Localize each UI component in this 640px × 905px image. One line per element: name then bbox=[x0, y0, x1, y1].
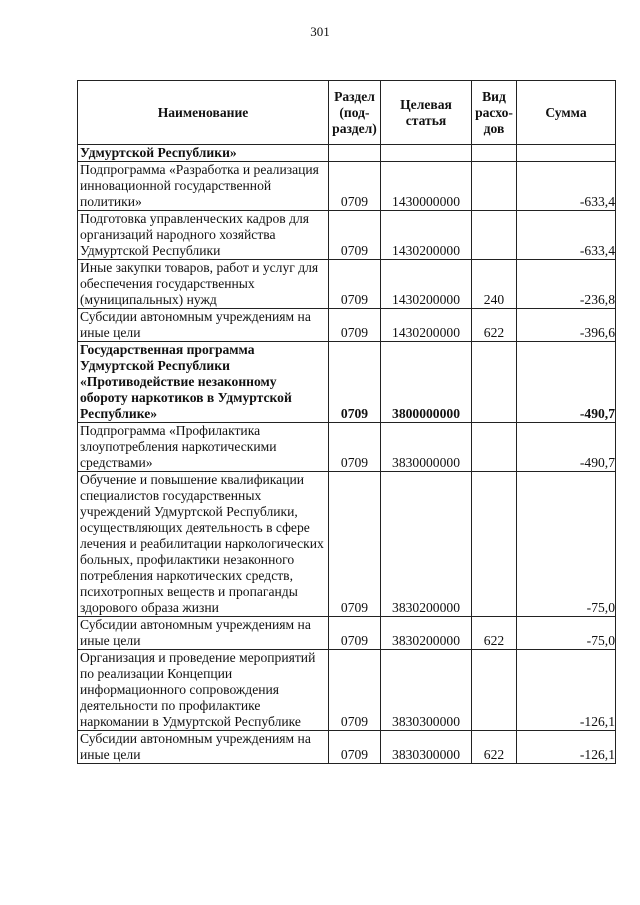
row-type bbox=[472, 162, 517, 211]
row-target: 3830300000 bbox=[381, 650, 472, 731]
row-type bbox=[472, 423, 517, 472]
row-name: Иные закупки товаров, работ и услуг для обеспечения государственных (муниципальных) нужд bbox=[78, 260, 329, 309]
header-section: Раздел (под-раздел) bbox=[329, 81, 381, 145]
page-number: 301 bbox=[310, 24, 330, 39]
row-sum: -490,7 bbox=[517, 423, 616, 472]
row-section: 0709 bbox=[329, 731, 381, 764]
row-name: Организация и проведение мероприятий по реализации Концепции информационного сопровождения деятельности по профилактике наркомании в Удмуртской Республике bbox=[78, 650, 329, 731]
row-section: 0709 bbox=[329, 309, 381, 342]
header-sum: Сумма bbox=[517, 81, 616, 145]
row-sum: -396,6 bbox=[517, 309, 616, 342]
row-target: 1430200000 bbox=[381, 260, 472, 309]
row-sum bbox=[517, 145, 616, 162]
row-type bbox=[472, 650, 517, 731]
row-type: 622 bbox=[472, 731, 517, 764]
table-row bbox=[78, 423, 616, 472]
row-target bbox=[381, 145, 472, 162]
row-type bbox=[472, 342, 517, 423]
row-target: 3830300000 bbox=[381, 731, 472, 764]
row-section: 0709 bbox=[329, 617, 381, 650]
table-row bbox=[78, 472, 616, 617]
row-section: 0709 bbox=[329, 260, 381, 309]
row-name: Субсидии автономным учреждениям на иные цели bbox=[78, 617, 329, 650]
table-row bbox=[78, 260, 616, 309]
row-sum: -126,1 bbox=[517, 731, 616, 764]
row-target: 3800000000 bbox=[381, 342, 472, 423]
row-type bbox=[472, 472, 517, 617]
row-type bbox=[472, 145, 517, 162]
row-section: 0709 bbox=[329, 342, 381, 423]
row-type: 622 bbox=[472, 617, 517, 650]
table-row bbox=[78, 309, 616, 342]
row-sum: -236,8 bbox=[517, 260, 616, 309]
row-type bbox=[472, 211, 517, 260]
table-row bbox=[78, 211, 616, 260]
row-section: 0709 bbox=[329, 423, 381, 472]
row-sum: -490,7 bbox=[517, 342, 616, 423]
table-row bbox=[78, 650, 616, 731]
row-name: Субсидии автономным учреждениям на иные цели bbox=[78, 731, 329, 764]
row-section: 0709 bbox=[329, 472, 381, 617]
table-row bbox=[78, 342, 616, 423]
table-row bbox=[78, 731, 616, 764]
row-section bbox=[329, 145, 381, 162]
row-sum: -75,0 bbox=[517, 617, 616, 650]
row-section: 0709 bbox=[329, 211, 381, 260]
row-name: Удмуртской Республики» bbox=[78, 145, 329, 162]
row-name: Обучение и повышение квалификации специалистов государственных учреждений Удмуртской Республики, осуществляющих деятельность в сфере лечения и реабилитации наркологических больных, профилактики незаконного потребления наркотических средств, психотропных веществ и пропаганды здорового образа жизни bbox=[78, 472, 329, 617]
row-name: Подпрограмма «Разработка и реализация инновационной государственной политики» bbox=[78, 162, 329, 211]
header-type: Вид расхо-дов bbox=[472, 81, 517, 145]
table-row bbox=[78, 162, 616, 211]
row-section: 0709 bbox=[329, 650, 381, 731]
row-section: 0709 bbox=[329, 162, 381, 211]
row-target: 3830200000 bbox=[381, 617, 472, 650]
row-target: 3830200000 bbox=[381, 472, 472, 617]
row-target: 1430200000 bbox=[381, 211, 472, 260]
table-row bbox=[78, 617, 616, 650]
row-name: Подпрограмма «Профилактика злоупотребления наркотическими средствами» bbox=[78, 423, 329, 472]
row-name: Подготовка управленческих кадров для организаций народного хозяйства Удмуртской Республики bbox=[78, 211, 329, 260]
row-target: 1430000000 bbox=[381, 162, 472, 211]
row-sum: -633,4 bbox=[517, 162, 616, 211]
table-header-row bbox=[78, 81, 616, 145]
row-type: 240 bbox=[472, 260, 517, 309]
row-target: 3830000000 bbox=[381, 423, 472, 472]
header-name: Наименование bbox=[78, 81, 329, 145]
row-name: Государственная программа Удмуртской Республики «Противодействие незаконному обороту наркотиков в Удмуртской Республике» bbox=[78, 342, 329, 423]
table-row bbox=[78, 145, 616, 162]
row-target: 1430200000 bbox=[381, 309, 472, 342]
row-type: 622 bbox=[472, 309, 517, 342]
row-sum: -126,1 bbox=[517, 650, 616, 731]
row-sum: -75,0 bbox=[517, 472, 616, 617]
row-name: Субсидии автономным учреждениям на иные цели bbox=[78, 309, 329, 342]
header-target: Целевая статья bbox=[381, 81, 472, 145]
row-sum: -633,4 bbox=[517, 211, 616, 260]
budget-table bbox=[77, 80, 616, 764]
